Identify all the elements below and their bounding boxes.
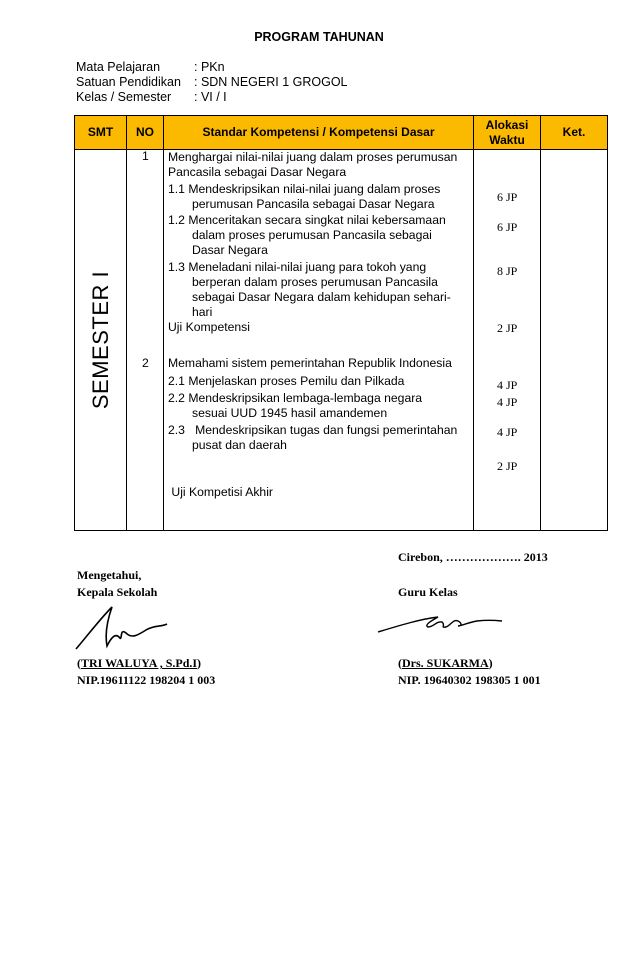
teacher-name-text: Drs. SUKARMA: [402, 656, 489, 670]
competency-row: [168, 320, 250, 335]
competency-line: 2.2 Mendeskripsikan lembaga-lembaga negara: [168, 391, 423, 405]
allocation-value: 6 JP: [497, 220, 518, 234]
meta-class-value: : VI / I: [194, 90, 227, 104]
meta-class: [76, 90, 227, 104]
competency-row: [168, 182, 440, 212]
competency-row: [168, 423, 457, 453]
competency-row: [168, 213, 446, 258]
header-smt: SMT: [75, 116, 127, 150]
competency-line: 1.2 Menceritakan secara singkat nilai kebersamaan: [168, 213, 446, 227]
competency-row: [168, 356, 452, 371]
header-alokasi-line1: Alokasi: [485, 117, 529, 132]
principal-nip: NIP.19611122 198204 1 003: [77, 673, 216, 687]
teacher-nip: NIP. 19640302 198305 1 001: [398, 673, 541, 687]
competency-line: Dasar Negara: [192, 243, 268, 257]
competency-line: 1.3 Meneladani nilai-nilai juang para tokoh yang: [168, 260, 427, 274]
place-date: Cirebon, ………………. 2013: [398, 550, 548, 564]
competency-line: berperan dalam proses perumusan Pancasila: [192, 275, 438, 289]
number-cell: [127, 150, 164, 531]
row-number-2: 2: [142, 356, 149, 370]
meta-subject-value: : PKn: [194, 60, 225, 74]
meta-subject-label: Mata Pelajaran: [76, 60, 161, 74]
table-header-row: [75, 116, 608, 150]
allocation-value: 2 JP: [497, 321, 518, 335]
semester-label: SEMESTER I: [87, 270, 113, 410]
competency-line: sebagai Dasar Negara dalam kehidupan sehari-: [192, 290, 451, 304]
acknowledged-label: Mengetahui,: [77, 568, 142, 582]
competency-line: dalam proses perumusan Pancasila sebagai: [192, 228, 432, 242]
teacher-signature: [376, 612, 506, 636]
competency-line: 2.3 Mendeskripsikan tugas dan fungsi pemerintahan: [168, 423, 458, 437]
competency-line: pusat dan daerah: [192, 438, 287, 452]
competency-line: 2.1 Menjelaskan proses Pemilu dan Pilkada: [168, 374, 405, 388]
row-number-1: 1: [142, 149, 149, 163]
allocation-value: 6 JP: [497, 190, 518, 204]
principal-name-text: TRI WALUYA , S.Pd.I: [81, 656, 198, 670]
meta-subject: [76, 60, 225, 74]
allocation-value: 4 JP: [497, 425, 518, 439]
document-title: PROGRAM TAHUNAN: [254, 30, 384, 44]
header-no: NO: [127, 116, 164, 150]
teacher-title: Guru Kelas: [398, 585, 458, 599]
principal-signature: [74, 603, 174, 653]
allocation-value: 4 JP: [497, 378, 518, 392]
header-standar-kompetensi: Standar Kompetensi / Kompetensi Dasar: [164, 116, 474, 150]
competency-line: Uji Kompetisi Akhir: [168, 485, 273, 499]
notes-cell: [541, 150, 608, 531]
allocation-value: 4 JP: [497, 395, 518, 409]
competency-line: 1.1 Mendeskripsikan nilai-nilai juang dalam proses: [168, 182, 441, 196]
meta-school-value: : SDN NEGERI 1 GROGOL: [194, 75, 348, 89]
meta-school-label: Satuan Pendidikan: [76, 75, 181, 89]
competency-line: Uji Kompetensi: [168, 320, 250, 334]
header-alokasi-waktu: [474, 116, 541, 150]
meta-class-label: Kelas / Semester: [76, 90, 172, 104]
competency-row: [168, 150, 457, 180]
allocation-value: 2 JP: [497, 459, 518, 473]
competency-row: [168, 260, 451, 320]
competency-line: Memahami sistem pemerintahan Republik Indonesia: [168, 356, 452, 370]
allocation-value: 8 JP: [497, 264, 518, 278]
principal-name: (TRI WALUYA , S.Pd.I): [77, 656, 202, 670]
semester-cell: [75, 150, 127, 531]
competency-line: Pancasila sebagai Dasar Negara: [168, 165, 347, 179]
competency-line: perumusan Pancasila sebagai Dasar Negara: [192, 197, 435, 211]
competency-line: sesuai UUD 1945 hasil amandemen: [192, 406, 388, 420]
competency-row: [168, 374, 404, 389]
header-keterangan: Ket.: [541, 116, 608, 150]
competency-line: Menghargai nilai-nilai juang dalam proses perumusan: [168, 150, 458, 164]
teacher-name: (Drs. SUKARMA): [398, 656, 493, 670]
competency-line: hari: [192, 305, 213, 319]
competency-row: [168, 391, 422, 421]
competency-row: [168, 455, 273, 515]
meta-school: [76, 75, 348, 89]
principal-title: Kepala Sekolah: [77, 585, 158, 599]
header-alokasi-line2: Waktu: [489, 132, 525, 147]
